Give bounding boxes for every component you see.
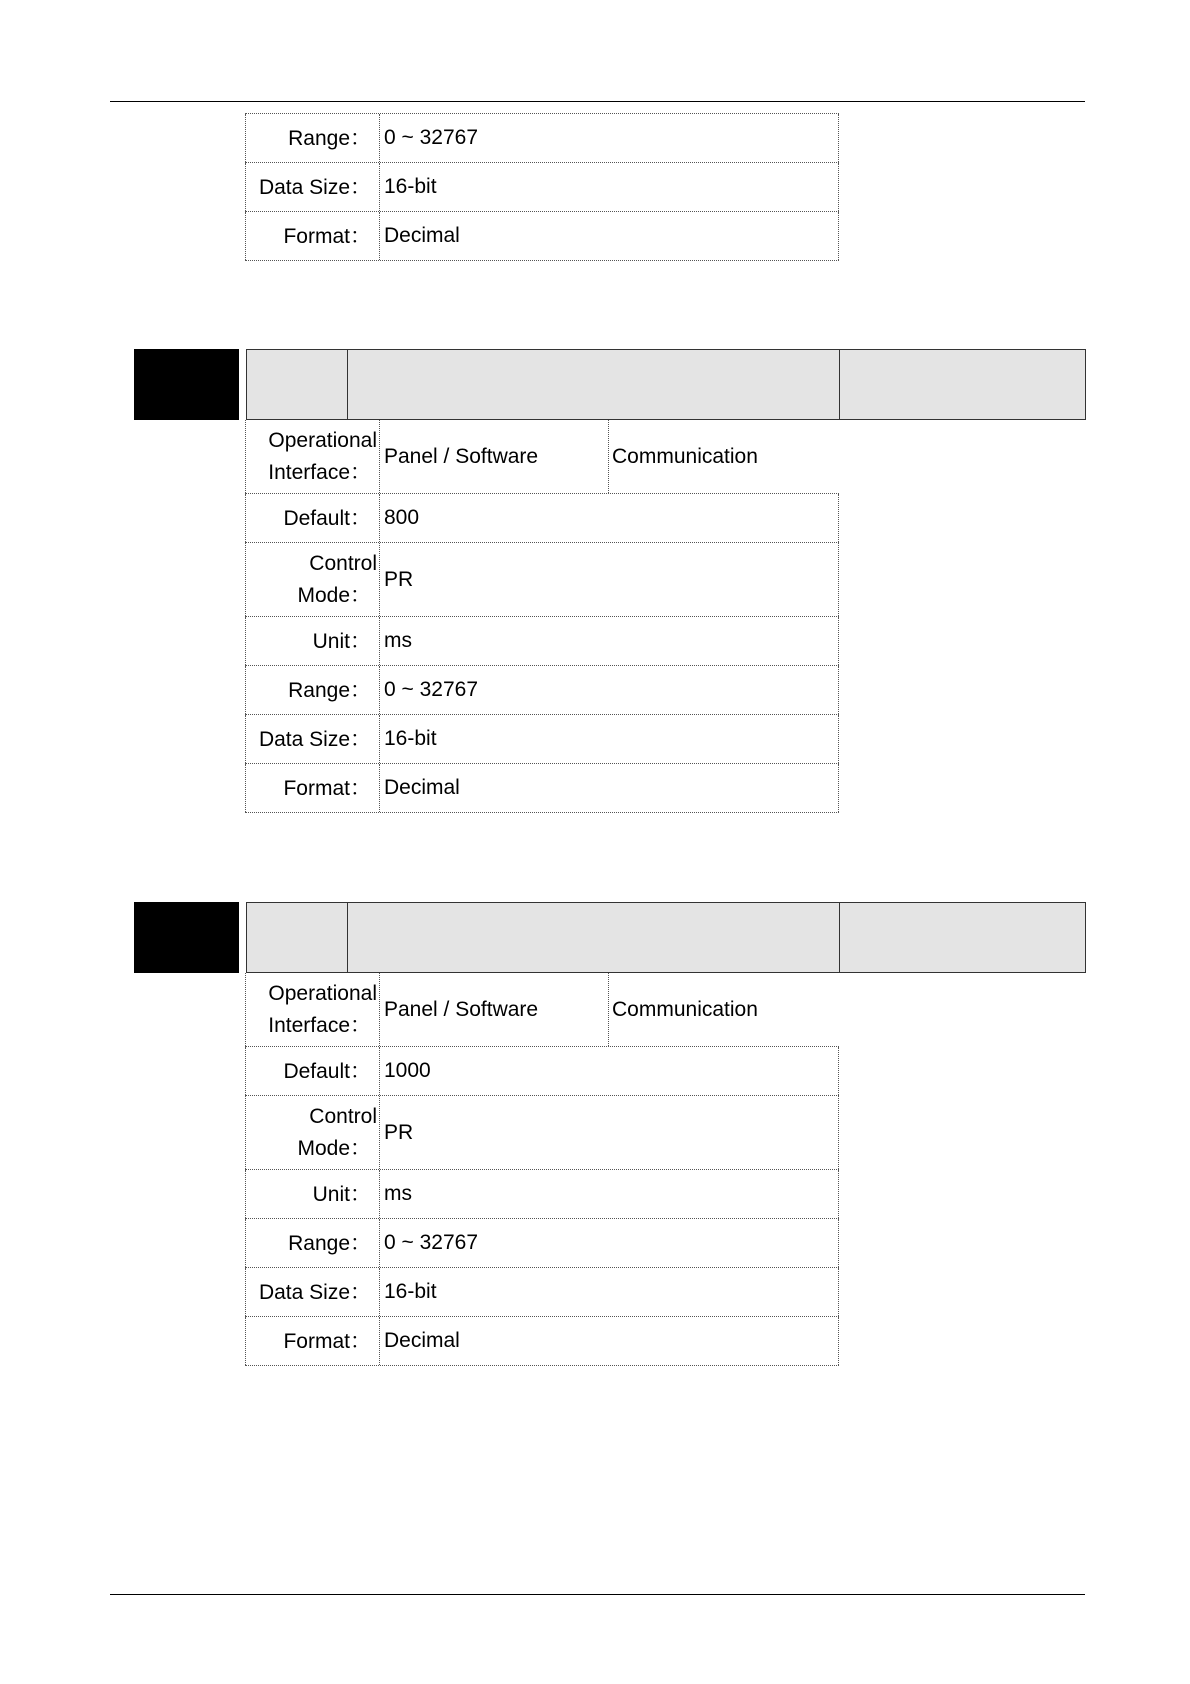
row-operational-interface	[245, 973, 839, 1047]
param-name-cell	[348, 350, 840, 419]
range-label: Range：	[245, 666, 380, 714]
footer-rule	[110, 1594, 1085, 1595]
range-label: Range：	[245, 114, 380, 162]
operational-interface-label	[245, 420, 380, 493]
data-size-label: Data Size：	[245, 1268, 380, 1316]
row-data-size	[245, 1268, 839, 1317]
param-header-2	[134, 902, 1085, 973]
interface-panel-software: Panel / Software	[380, 420, 609, 493]
operational-interface-label-line1: Operational	[268, 428, 377, 452]
operational-interface-label-line2: Interface：	[268, 460, 371, 484]
param-name-cell	[348, 903, 840, 972]
operational-interface-label-line2: Interface：	[268, 1013, 371, 1037]
format-label: Format：	[245, 212, 380, 260]
unit-label: Unit：	[245, 1170, 380, 1218]
format-value: Decimal	[380, 1317, 839, 1365]
param-title-bar	[246, 902, 1086, 973]
control-mode-value: PR	[380, 543, 839, 616]
row-range	[245, 666, 839, 715]
control-mode-value: PR	[380, 1096, 839, 1169]
operational-interface-value	[380, 420, 839, 493]
range-value: 0 ~ 32767	[380, 666, 839, 714]
range-value: 0 ~ 32767	[380, 114, 839, 162]
control-mode-label-line1: Control	[309, 551, 377, 575]
param-code-tab	[134, 902, 239, 973]
unit-value: ms	[380, 1170, 839, 1218]
control-mode-label	[245, 543, 380, 616]
row-default	[245, 494, 839, 543]
data-size-label: Data Size：	[245, 163, 380, 211]
interface-panel-software: Panel / Software	[380, 973, 609, 1046]
row-format	[245, 212, 839, 261]
row-unit	[245, 617, 839, 666]
control-mode-label-line2: Mode：	[297, 583, 371, 607]
param-table-1	[245, 420, 839, 813]
param-id-cell	[247, 903, 348, 972]
unit-value: ms	[380, 617, 839, 665]
default-label: Default：	[245, 494, 380, 542]
default-label: Default：	[245, 1047, 380, 1095]
row-format	[245, 764, 839, 813]
row-format	[245, 1317, 839, 1366]
row-default	[245, 1047, 839, 1096]
row-control-mode	[245, 1096, 839, 1170]
operational-interface-label-line1: Operational	[268, 981, 377, 1005]
data-size-value: 16-bit	[380, 163, 839, 211]
control-mode-label	[245, 1096, 380, 1169]
unit-label: Unit：	[245, 617, 380, 665]
param-title-bar	[246, 349, 1086, 420]
format-label: Format：	[245, 1317, 380, 1365]
range-label: Range：	[245, 1219, 380, 1267]
default-value: 800	[380, 494, 839, 542]
format-value: Decimal	[380, 212, 839, 260]
data-size-value: 16-bit	[380, 1268, 839, 1316]
row-data-size	[245, 163, 839, 212]
control-mode-label-line2: Mode：	[297, 1136, 371, 1160]
range-value: 0 ~ 32767	[380, 1219, 839, 1267]
operational-interface-label	[245, 973, 380, 1046]
param-address-cell	[840, 903, 1085, 972]
operational-interface-value	[380, 973, 839, 1046]
param-table-2	[245, 973, 839, 1366]
format-label: Format：	[245, 764, 380, 812]
data-size-value: 16-bit	[380, 715, 839, 763]
param-id-cell	[247, 350, 348, 419]
row-unit	[245, 1170, 839, 1219]
param-code-tab	[134, 349, 239, 420]
default-value: 1000	[380, 1047, 839, 1095]
row-data-size	[245, 715, 839, 764]
param-address-cell	[840, 350, 1085, 419]
row-operational-interface	[245, 420, 839, 494]
row-range	[245, 113, 839, 163]
header-rule	[110, 101, 1085, 102]
interface-communication: Communication	[612, 444, 758, 468]
param-header-1	[134, 349, 1085, 420]
param-table-continued	[245, 113, 839, 261]
row-control-mode	[245, 543, 839, 617]
interface-communication: Communication	[612, 997, 758, 1021]
data-size-label: Data Size：	[245, 715, 380, 763]
format-value: Decimal	[380, 764, 839, 812]
row-range	[245, 1219, 839, 1268]
control-mode-label-line1: Control	[309, 1104, 377, 1128]
